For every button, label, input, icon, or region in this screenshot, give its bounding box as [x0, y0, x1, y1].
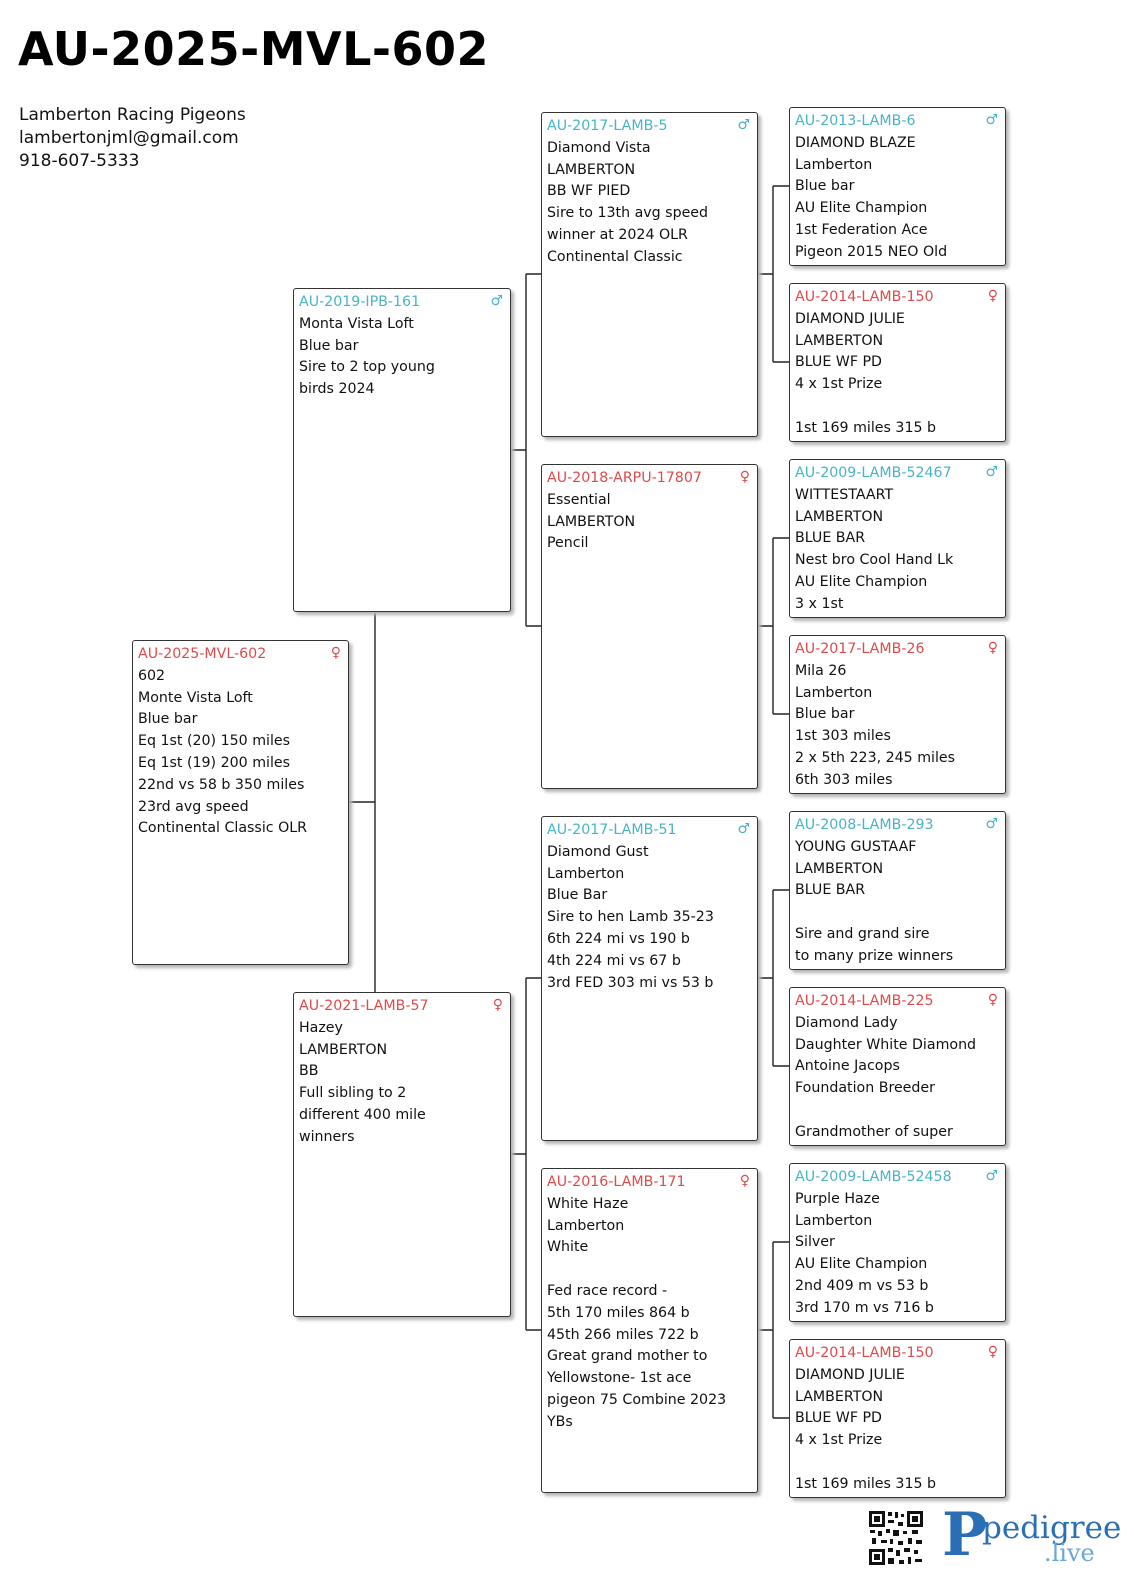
bird-detail-line: LAMBERTON — [299, 1041, 388, 1058]
ring-number: AU-2014-LAMB-150 — [795, 289, 934, 305]
ring-number: AU-2017-LAMB-51 — [547, 822, 677, 838]
bird-card-sire[interactable] — [293, 288, 511, 612]
female-icon: ♀ — [739, 1173, 750, 1189]
bird-detail-line: 5th 170 miles 864 b — [547, 1304, 690, 1321]
bird-detail-line: 6th 224 mi vs 190 b — [547, 930, 690, 947]
pedigree-title: AU-2025-MVL-602 — [18, 22, 490, 76]
bird-card-ddd[interactable] — [789, 1339, 1006, 1498]
bird-detail-line: Sire to 2 top young — [299, 359, 435, 376]
bird-details — [795, 485, 1000, 616]
female-icon: ♀ — [330, 645, 341, 661]
bird-card-dsd[interactable] — [789, 987, 1006, 1146]
bird-detail-line: Blue Bar — [547, 887, 608, 904]
bird-detail-line: Continental Classic — [547, 248, 683, 265]
bird-detail-line: to many prize winners — [795, 947, 954, 964]
bird-card-dam-sire[interactable] — [541, 816, 758, 1141]
bird-detail-line: BLUE BAR — [795, 530, 866, 547]
ring-number: AU-2016-LAMB-171 — [547, 1174, 686, 1190]
bird-detail-line: White Haze — [547, 1195, 629, 1212]
bird-detail-line: DIAMOND JULIE — [795, 310, 905, 327]
bird-detail-line: Eq 1st (20) 150 miles — [138, 733, 291, 750]
bird-detail-line: winners — [299, 1128, 355, 1145]
bird-detail-line — [795, 1100, 1000, 1122]
bird-detail-line: pigeon 75 Combine 2023 — [547, 1391, 727, 1408]
bird-detail-line: Blue bar — [138, 711, 198, 728]
bird-detail-line: Silver — [795, 1234, 835, 1251]
bird-detail-line: Purple Haze — [795, 1190, 880, 1207]
male-icon: ♂ — [737, 117, 750, 133]
bird-detail-line: YOUNG GUSTAAF — [795, 838, 917, 855]
ring-number: AU-2017-LAMB-5 — [547, 118, 668, 134]
bird-detail-line: 22nd vs 58 b 350 miles — [138, 776, 305, 793]
bird-detail-line: winner at 2024 OLR — [547, 226, 688, 243]
ring-number: AU-2009-LAMB-52467 — [795, 465, 952, 481]
bird-detail-line: 1st Federation Ace — [795, 221, 928, 238]
bird-detail-line: birds 2024 — [299, 381, 375, 398]
bird-details — [547, 842, 752, 995]
bird-detail-line — [795, 396, 1000, 418]
bird-detail-line: different 400 mile — [299, 1106, 426, 1123]
bird-detail-line: Foundation Breeder — [795, 1080, 935, 1097]
bird-detail-line: BB WF PIED — [547, 183, 631, 200]
pedigree-live-logo[interactable] — [942, 1500, 1122, 1570]
female-icon: ♀ — [987, 992, 998, 1008]
bird-details — [795, 661, 1000, 792]
bird-detail-line: 23rd avg speed — [138, 798, 249, 815]
bird-detail-line: 1st 303 miles — [795, 728, 891, 745]
bird-card-ssd[interactable] — [789, 283, 1006, 442]
bird-detail-line: DIAMOND JULIE — [795, 1366, 905, 1383]
bird-detail-line: Blue bar — [795, 178, 855, 195]
ring-number: AU-2008-LAMB-293 — [795, 817, 934, 833]
bird-detail-line: 4th 224 mi vs 67 b — [547, 952, 681, 969]
bird-detail-line: Great grand mother to — [547, 1348, 708, 1365]
bird-detail-line: LAMBERTON — [795, 332, 884, 349]
bird-detail-line: Antoine Jacops — [795, 1058, 900, 1075]
ring-number: AU-2019-IPB-161 — [299, 294, 421, 310]
ring-number: AU-2018-ARPU-17807 — [547, 470, 702, 486]
bird-detail-line: Yellowstone- 1st ace — [547, 1370, 692, 1387]
bird-card-sire-dam[interactable] — [541, 464, 758, 789]
bird-detail-line: 1st 169 miles 315 b — [795, 419, 937, 436]
bird-detail-line: 1st 169 miles 315 b — [795, 1475, 937, 1492]
bird-card-dam-dam[interactable] — [541, 1168, 758, 1493]
bird-details — [795, 1365, 1000, 1496]
bird-detail-line: 6th 303 miles — [795, 771, 893, 788]
bird-detail-line — [547, 1259, 752, 1281]
bird-detail-line: Eq 1st (19) 200 miles — [138, 754, 291, 771]
bird-detail-line: WITTESTAART — [795, 486, 894, 503]
bird-card-dam[interactable] — [293, 992, 511, 1317]
bird-details — [547, 138, 752, 269]
bird-detail-line: LAMBERTON — [795, 860, 884, 877]
bird-detail-line: 2 x 5th 223, 245 miles — [795, 749, 956, 766]
bird-detail-line: AU Elite Champion — [795, 573, 928, 590]
bird-detail-line: BB — [299, 1063, 319, 1080]
owner-phone[interactable]: 918-607-5333 — [19, 151, 140, 171]
bird-detail-line: Sire to 13th avg speed — [547, 205, 709, 222]
bird-details — [795, 309, 1000, 440]
bird-detail-line: Diamond Vista — [547, 139, 651, 156]
ring-number: AU-2021-LAMB-57 — [299, 998, 429, 1014]
bird-detail-line: 3 x 1st — [795, 595, 844, 612]
female-icon: ♀ — [987, 1344, 998, 1360]
bird-details — [547, 1194, 752, 1434]
female-icon: ♀ — [987, 288, 998, 304]
ring-number: AU-2017-LAMB-26 — [795, 641, 925, 657]
bird-details — [795, 1013, 1000, 1144]
bird-detail-line: Grandmother of super — [795, 1123, 953, 1140]
bird-detail-line: Lamberton — [795, 1212, 873, 1229]
bird-detail-line: Sire and grand sire — [795, 925, 930, 942]
bird-detail-line: Lamberton — [547, 865, 625, 882]
bird-details — [299, 314, 505, 401]
bird-detail-line: Pencil — [547, 535, 589, 552]
bird-detail-line: AU Elite Champion — [795, 1256, 928, 1273]
bird-detail-line: Diamond Gust — [547, 843, 649, 860]
bird-detail-line: White — [547, 1239, 589, 1256]
bird-detail-line: 602 — [138, 667, 166, 684]
bird-detail-line: Blue bar — [795, 706, 855, 723]
bird-detail-line: Hazey — [299, 1019, 343, 1036]
bird-detail-line: AU Elite Champion — [795, 200, 928, 217]
bird-detail-line: Blue bar — [299, 337, 359, 354]
bird-detail-line — [795, 1452, 1000, 1474]
bird-detail-line: BLUE BAR — [795, 882, 866, 899]
bird-detail-line: Sire to hen Lamb 35-23 — [547, 909, 714, 926]
bird-detail-line: Daughter White Diamond — [795, 1036, 977, 1053]
bird-detail-line: LAMBERTON — [795, 1388, 884, 1405]
bird-details — [299, 1018, 505, 1149]
brand-domain: .live — [1044, 1539, 1095, 1567]
bird-detail-line: 2nd 409 m vs 53 b — [795, 1277, 929, 1294]
bird-detail-line: 4 x 1st Prize — [795, 376, 883, 393]
bird-detail-line: Diamond Lady — [795, 1014, 898, 1031]
bird-details — [547, 490, 752, 555]
bird-card-sss[interactable] — [789, 107, 1006, 266]
brand-word: pedigree — [982, 1510, 1122, 1546]
bird-details — [795, 837, 1000, 968]
bird-detail-line: Essential — [547, 491, 611, 508]
ring-number: AU-2013-LAMB-6 — [795, 113, 916, 129]
male-icon: ♂ — [490, 293, 503, 309]
bird-card-subject[interactable] — [132, 640, 349, 965]
bird-detail-line: 3rd 170 m vs 716 b — [795, 1299, 934, 1316]
bird-details — [138, 666, 343, 840]
bird-detail-line: YBs — [547, 1413, 573, 1430]
bird-detail-line: LAMBERTON — [547, 161, 636, 178]
bird-detail-line: Monte Vista Loft — [138, 689, 253, 706]
bird-detail-line: 3rd FED 303 mi vs 53 b — [547, 974, 714, 991]
bird-detail-line: Mila 26 — [795, 662, 847, 679]
bird-detail-line — [795, 902, 1000, 924]
bird-detail-line: DIAMOND BLAZE — [795, 134, 916, 151]
bird-detail-line: Lamberton — [795, 684, 873, 701]
ring-number: AU-2014-LAMB-150 — [795, 1345, 934, 1361]
ring-number: AU-2025-MVL-602 — [138, 646, 267, 662]
bird-detail-line: 4 x 1st Prize — [795, 1432, 883, 1449]
bird-detail-line: BLUE WF PD — [795, 1410, 882, 1427]
bird-detail-line: 45th 266 miles 722 b — [547, 1326, 699, 1343]
bird-detail-line: Lamberton — [795, 156, 873, 173]
brand-letter: P — [942, 1500, 988, 1570]
bird-detail-line: LAMBERTON — [795, 508, 884, 525]
bird-detail-line: Lamberton — [547, 1217, 625, 1234]
bird-detail-line: Full sibling to 2 — [299, 1085, 407, 1102]
bird-details — [795, 1189, 1000, 1320]
ring-number: AU-2014-LAMB-225 — [795, 993, 934, 1009]
bird-detail-line: LAMBERTON — [547, 513, 636, 530]
bird-card-sire-sire[interactable] — [541, 112, 758, 437]
bird-card-sdd[interactable] — [789, 635, 1006, 794]
bird-detail-line: Nest bro Cool Hand Lk — [795, 552, 954, 569]
male-icon: ♂ — [985, 816, 998, 832]
female-icon: ♀ — [987, 640, 998, 656]
female-icon: ♀ — [492, 997, 503, 1013]
bird-detail-line: Pigeon 2015 NEO Old — [795, 243, 948, 260]
bird-detail-line: BLUE WF PD — [795, 354, 882, 371]
bird-detail-line: Monta Vista Loft — [299, 315, 414, 332]
bird-detail-line: Fed race record - — [547, 1282, 668, 1299]
bird-details — [795, 133, 1000, 264]
bird-card-dds[interactable] — [789, 1163, 1006, 1322]
bird-card-sds[interactable] — [789, 459, 1006, 618]
male-icon: ♂ — [737, 821, 750, 837]
male-icon: ♂ — [985, 464, 998, 480]
male-icon: ♂ — [985, 112, 998, 128]
male-icon: ♂ — [985, 1168, 998, 1184]
female-icon: ♀ — [739, 469, 750, 485]
ring-number: AU-2009-LAMB-52458 — [795, 1169, 952, 1185]
owner-email[interactable]: lambertonjml@gmail.com — [19, 128, 239, 148]
bird-card-dss[interactable] — [789, 811, 1006, 970]
bird-detail-line: Continental Classic OLR — [138, 820, 308, 837]
owner-name: Lamberton Racing Pigeons — [19, 105, 246, 125]
qr-code-icon[interactable] — [868, 1510, 924, 1566]
